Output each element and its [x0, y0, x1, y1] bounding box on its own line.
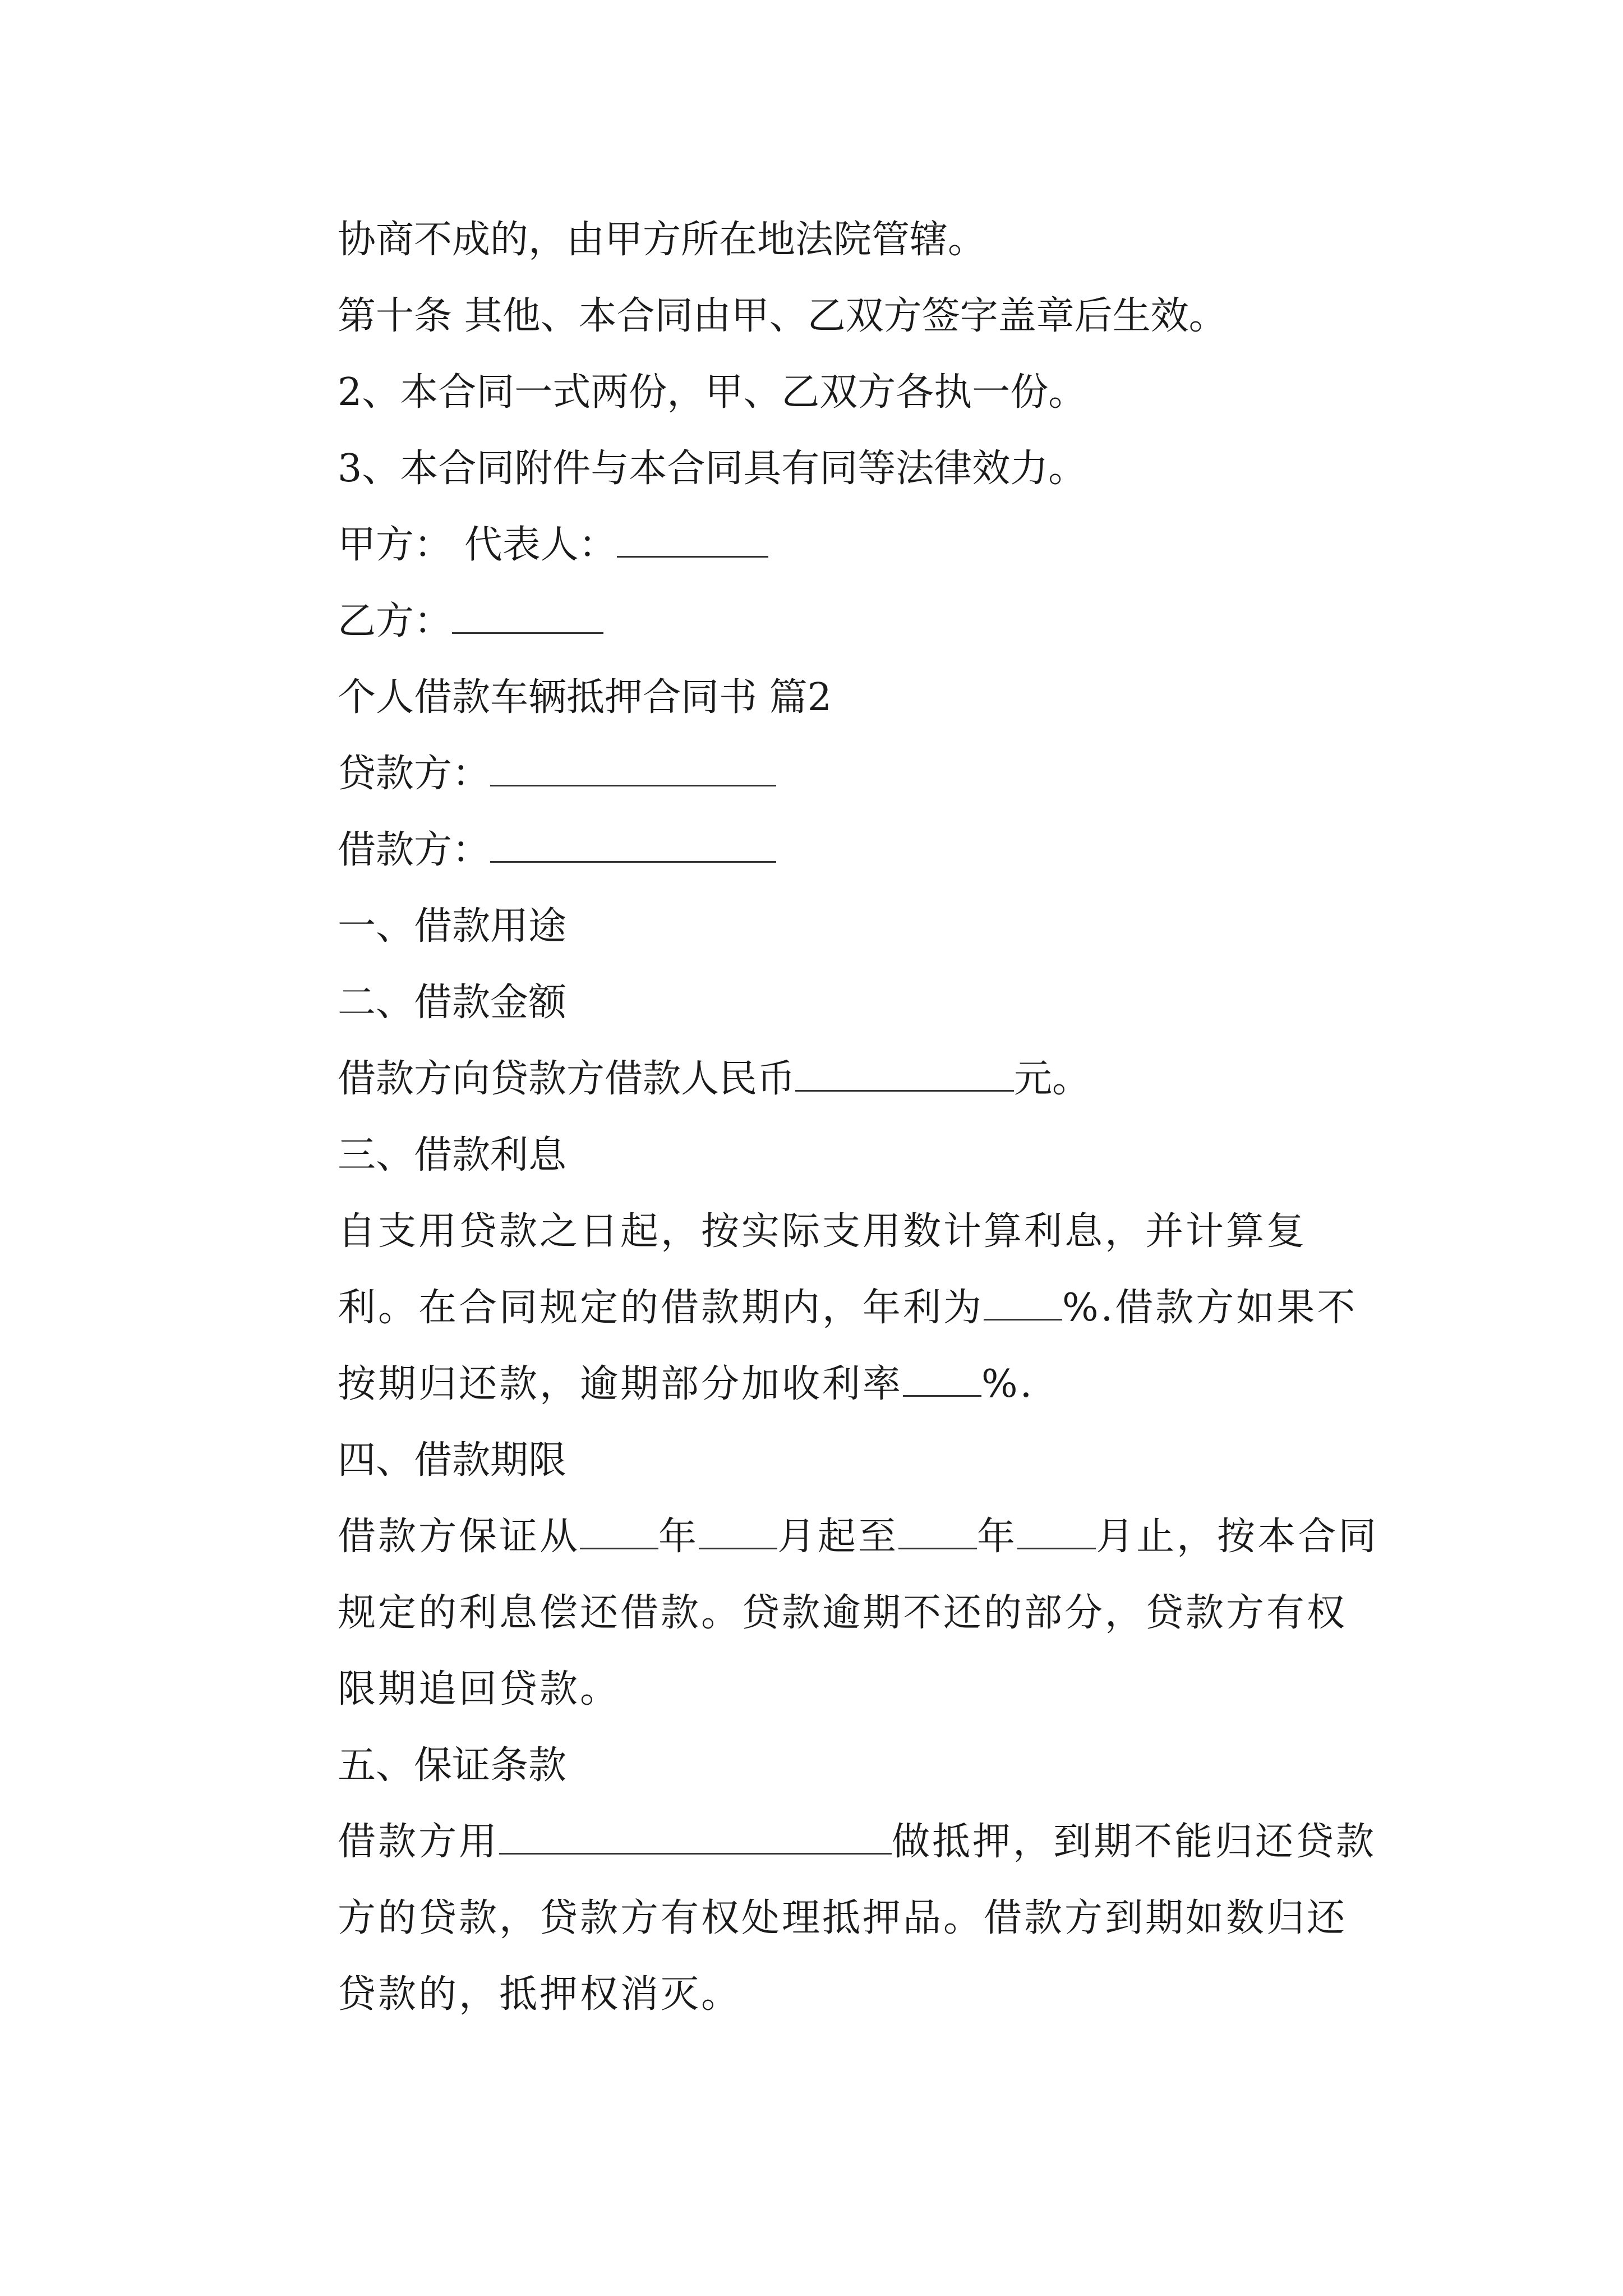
paragraph-loan-term: 借款方保证从 年 月起至 年 月止，按本合同规定的利息偿还借款。贷款逾期不还的部分，贷款方有权限期追回贷款。 — [338, 1515, 1379, 1711]
heading-guarantee: 五、保证条款 — [338, 1743, 567, 1788]
heading-loan-amount: 二、借款金额 — [338, 981, 567, 1025]
party-a-label: 甲方： 代表人： — [338, 523, 617, 567]
borrower-blank — [490, 839, 776, 863]
annual-rate-blank — [984, 1296, 1062, 1320]
paragraph-loan-amount: 借款方向贷款方借款人民币 元。 — [338, 1057, 1091, 1101]
paragraph-copies: 2、本合同一式两份，甲、乙双方各执一份。 — [338, 370, 1087, 415]
paragraph-jurisdiction: 协商不成的，由甲方所在地法院管辖。 — [338, 218, 986, 262]
party-b-blank — [452, 610, 603, 634]
paragraph-attachments: 3、本合同附件与本合同具有同等法律效力。 — [338, 447, 1087, 491]
end-month-blank — [1017, 1525, 1096, 1549]
end-year-blank — [898, 1525, 977, 1549]
overdue-rate-blank — [903, 1373, 981, 1397]
lender-label: 贷款方： — [338, 752, 491, 796]
lender-blank — [490, 762, 776, 786]
heading-loan-term: 四、借款期限 — [338, 1438, 567, 1483]
borrower-label: 借款方： — [338, 828, 491, 872]
collateral-blank — [499, 1830, 892, 1855]
loan-amount-blank — [795, 1068, 1014, 1092]
start-month-blank — [699, 1525, 777, 1549]
heading-loan-purpose: 一、借款用途 — [338, 904, 567, 949]
paragraph-guarantee: 借款方用 做抵押，到期不能归还贷款方的贷款，贷款方有权处理抵押品。借款方到期如数归还贷款的，抵押权消灭。 — [338, 1820, 1377, 2017]
section-title-contract-2: 个人借款车辆抵押合同书 篇2 — [338, 675, 832, 720]
lender-line — [247, 736, 1385, 812]
heading-loan-interest: 三、借款利息 — [338, 1133, 567, 1177]
party-b-label: 乙方： — [338, 599, 453, 643]
party-b-signature-line — [247, 583, 1385, 660]
borrower-line — [247, 812, 1385, 889]
party-a-signature-line — [247, 507, 1385, 583]
start-year-blank — [580, 1525, 658, 1549]
paragraph-article-10: 第十条 其他、本合同由甲、乙双方签字盖章后生效。 — [338, 294, 1227, 338]
party-a-representative-blank — [617, 533, 768, 558]
paragraph-loan-interest: 自支用贷款之日起，按实际支用数计算利息，并计算复利。在合同规定的借款期内，年利为 %.借款方如果不按期归还款，逾期部分加收利率 %. — [338, 1209, 1358, 1406]
document-body — [247, 202, 1385, 2033]
